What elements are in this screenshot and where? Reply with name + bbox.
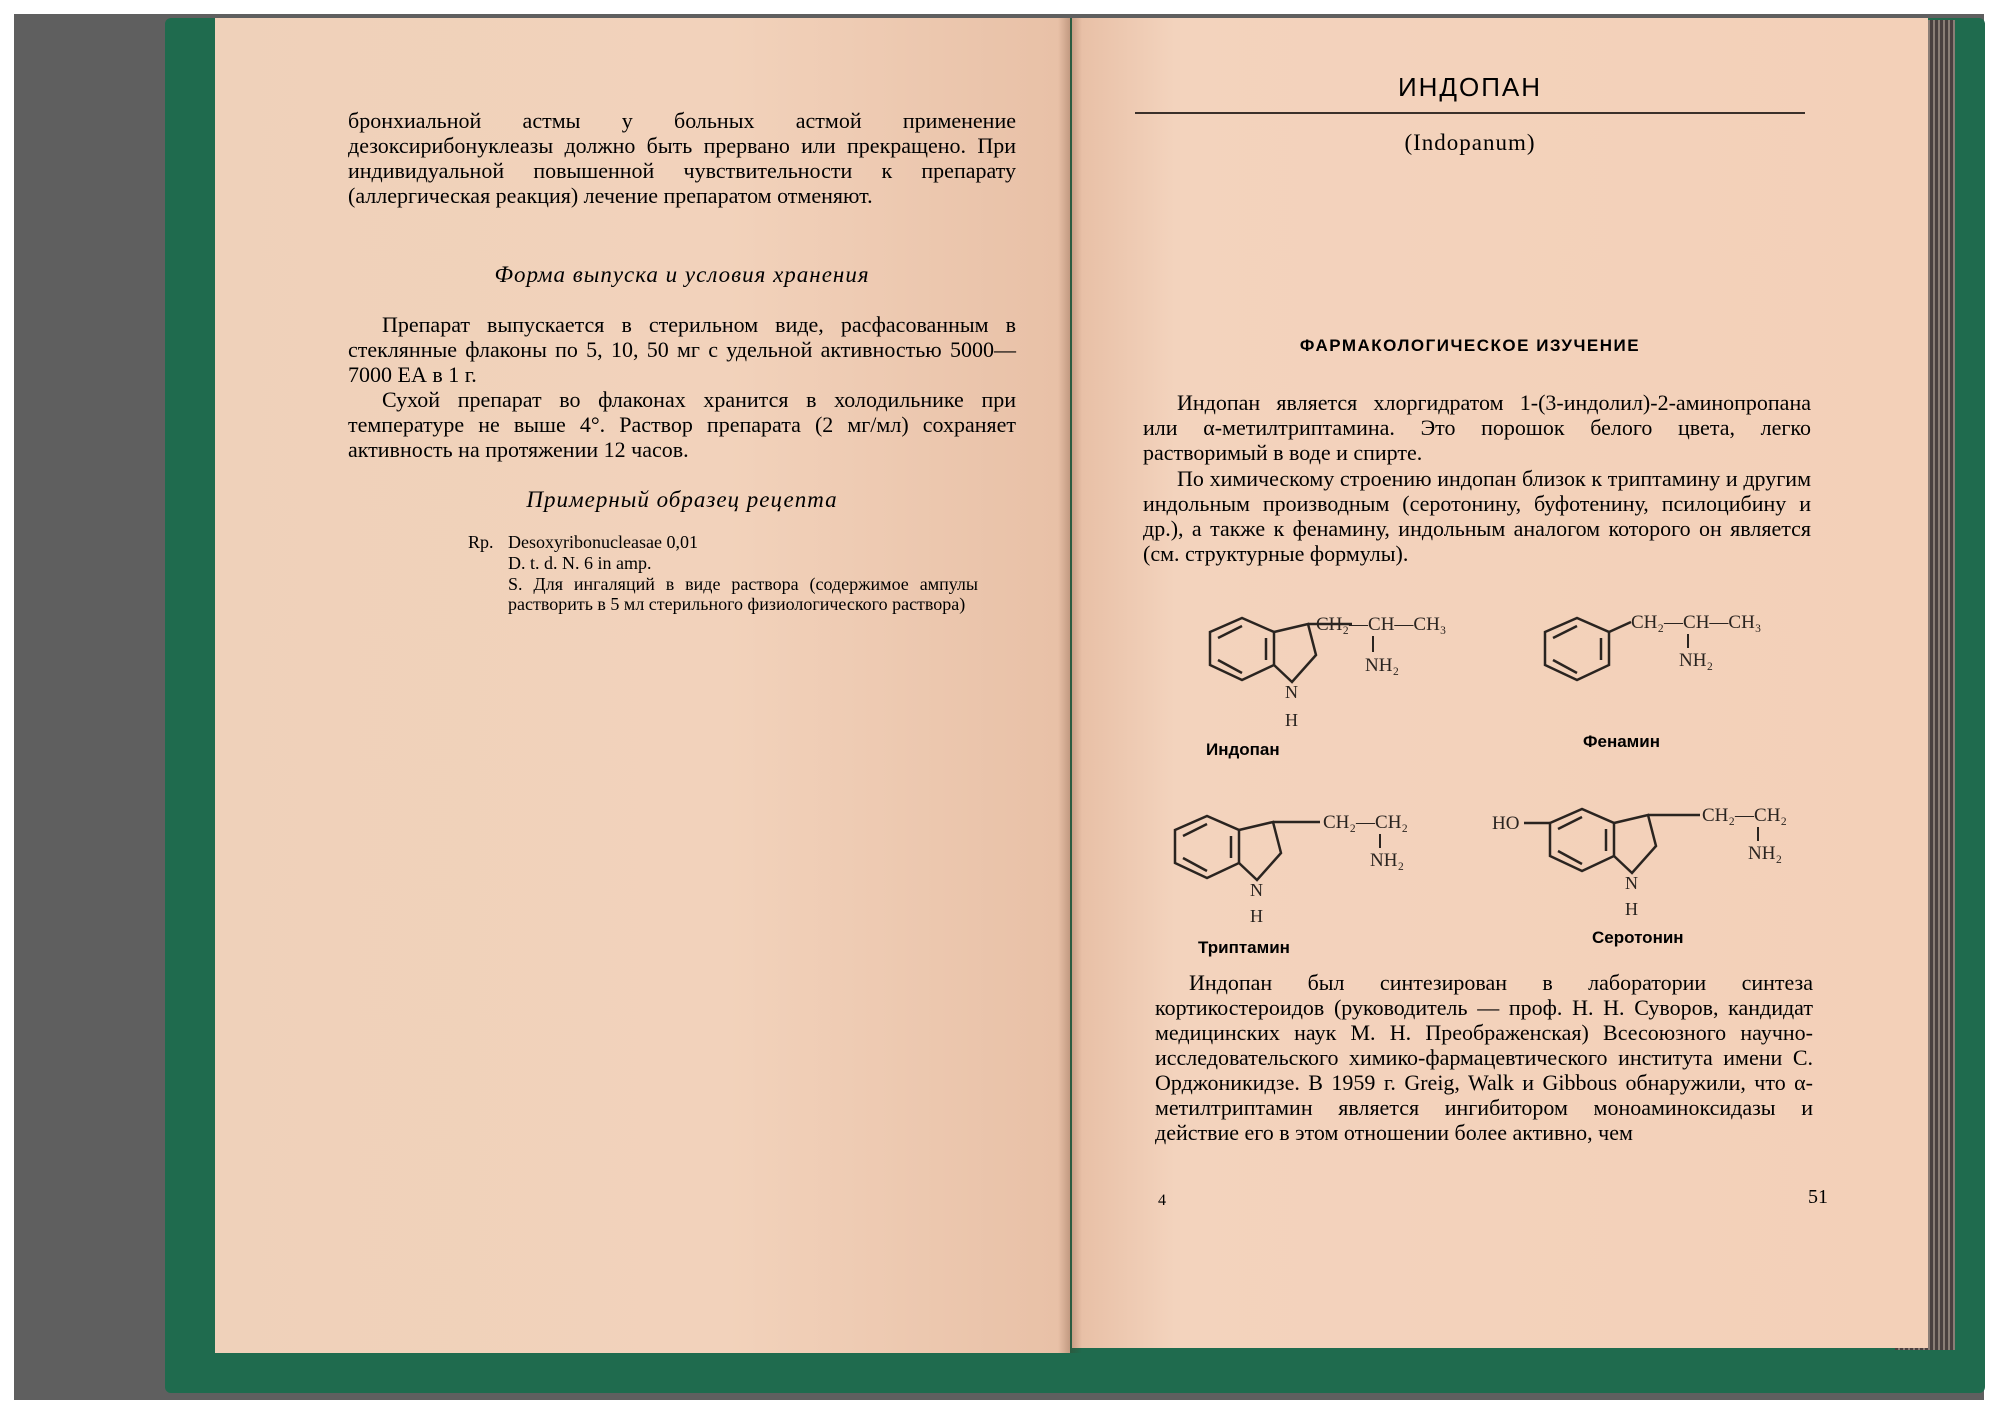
serotonin-structure bbox=[1490, 795, 1810, 935]
indopan-h: H bbox=[1285, 710, 1298, 730]
book-gutter bbox=[1058, 18, 1082, 1353]
indopan-nh2: NH₂ bbox=[1365, 655, 1400, 676]
tryptamine-chain: CH₂—CH₂ bbox=[1323, 812, 1409, 833]
left-paragraph-3: Сухой препарат во флаконах хранится в холодильнике при температуре не выше 4°. Раствор препарата (2 мг/мл) сохраняет активность на протяжении 12 часов. bbox=[348, 387, 1016, 462]
serotonin-ho: HO bbox=[1492, 813, 1520, 834]
serotonin-h: H bbox=[1625, 899, 1638, 919]
left-heading-recipe: Примерный образец рецепта bbox=[526, 487, 838, 512]
page-number: 51 bbox=[1808, 1186, 1828, 1208]
recipe-rp-label: Rp. bbox=[468, 532, 494, 552]
serotonin-chain: CH₂—CH₂ bbox=[1702, 805, 1788, 826]
recipe-line-3: S. Для ингаляций в виде раствора (содержимое ампулы растворить в 5 мл стерильного физиологического раствора) bbox=[508, 574, 978, 614]
page-subtitle: (Indopanum) bbox=[1404, 130, 1536, 155]
right-paragraph-2: По химическому строению индопан близок к триптамину и другим индольным производным (серотонину, буфотенину, псилоцибину и др.), а также к фенамину, индольным аналогом которого он является (см. структурные формулы). bbox=[1143, 466, 1811, 566]
serotonin-label: Серотонин bbox=[1592, 928, 1684, 947]
fenamin-structure bbox=[1535, 600, 1825, 710]
tryptamine-h: H bbox=[1250, 906, 1263, 926]
fenamin-chain: CH₂—CH—CH₃ bbox=[1631, 612, 1762, 633]
tryptamine-structure bbox=[1160, 800, 1440, 940]
recipe-line-1: Desoxyribonucleasae 0,01 bbox=[508, 532, 698, 552]
left-paragraph-2: Препарат выпускается в стерильном виде, расфасованным в стеклянные флаконы по 5, 10, 50 мг с удельной активностью 5000—7000 ЕА в 1 г. bbox=[348, 312, 1016, 387]
serotonin-n: N bbox=[1625, 873, 1638, 893]
recipe-block bbox=[468, 532, 1018, 642]
signature-mark: 4 bbox=[1158, 1192, 1166, 1209]
left-paragraph-1: бронхиальной астмы у больных астмой применение дезоксирибонуклеазы должно быть прервано или прекращено. При индивидуальной повышенной чувствительности к препарату (аллергическая реакция) лечение препаратом отменяют. bbox=[348, 108, 1016, 208]
tryptamine-nh2: NH₂ bbox=[1370, 850, 1405, 871]
tryptamine-n: N bbox=[1250, 880, 1263, 900]
right-paragraph-3: Индопан был синтезирован в лаборатории синтеза кортикостероидов (руководитель — проф. Н. Н. Суворов, кандидат медицинских наук М. Н. Преображенская) Всесоюзного научно-исследовательского химико-фармацевтического института имени С. Орджоникидзе. В 1959 г. Greig, Walk и Gibbous обнаружили, что α-метилтриптамин является ингибитором моноаминоксидазы и действие его в этом отношении более активно, чем bbox=[1155, 970, 1813, 1145]
indopan-n: N bbox=[1285, 682, 1298, 702]
indopan-label: Индопан bbox=[1206, 740, 1280, 759]
title-rule bbox=[1135, 112, 1805, 114]
left-page bbox=[215, 18, 1070, 1353]
indopan-structure bbox=[1160, 600, 1490, 750]
indopan-chain: CH₂—CH—CH₃ bbox=[1316, 614, 1447, 635]
recipe-line-2: D. t. d. N. 6 in amp. bbox=[508, 553, 652, 573]
section-heading: ФАРМАКОЛОГИЧЕСКОЕ ИЗУЧЕНИЕ bbox=[1299, 336, 1641, 355]
fenamin-nh2: NH₂ bbox=[1679, 650, 1714, 671]
page-title: ИНДОПАН bbox=[1397, 72, 1543, 102]
right-paragraph-1: Индопан является хлоргидратом 1-(3-индолил)-2-аминопропана или α-метилтриптамина. Это порошок белого цвета, легко растворимый в воде и спирте. bbox=[1143, 390, 1811, 465]
serotonin-nh2: NH₂ bbox=[1748, 843, 1783, 864]
tryptamine-label: Триптамин bbox=[1198, 938, 1290, 957]
fenamin-label: Фенамин bbox=[1583, 732, 1660, 751]
left-heading-release-form: Форма выпуска и условия хранения bbox=[494, 262, 870, 287]
